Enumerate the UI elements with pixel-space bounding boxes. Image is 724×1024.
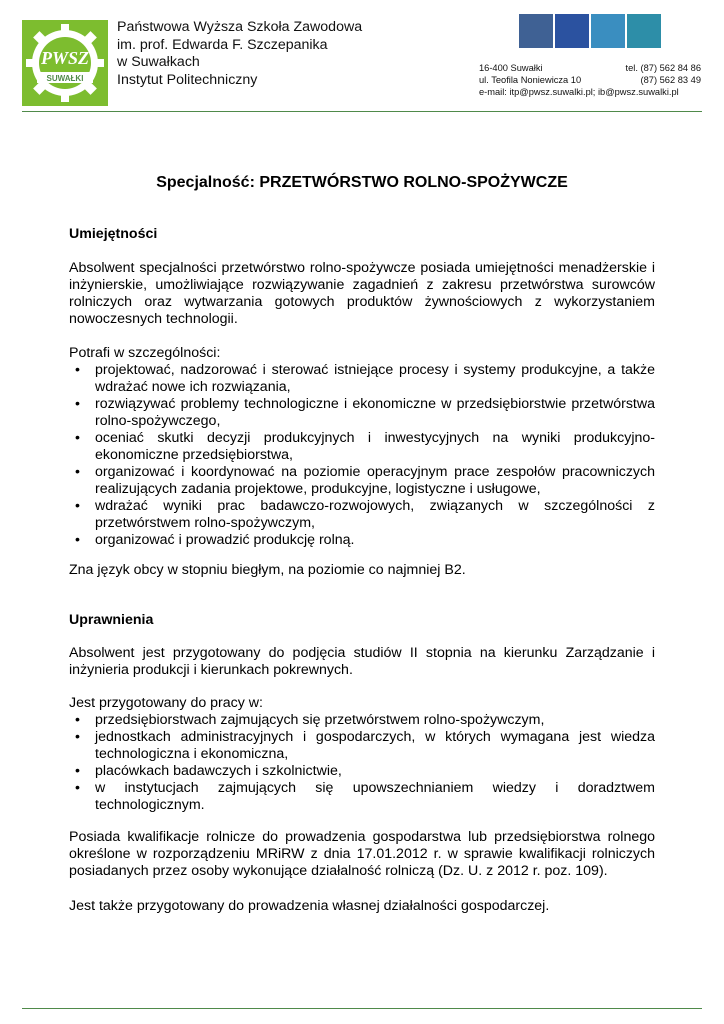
list-item: • placówkach badawczych i szkolnictwie, [69,763,655,780]
business-note: Jest także przygotowany do prowadzenia własnej działalności gospodarczej. [69,898,550,914]
color-square [519,14,553,48]
rights-heading: Uprawnienia [69,612,154,628]
color-square [627,14,661,48]
qualifications: Posiada kwalifikacje rolnicze do prowadzenia gospodarstwa lub przedsiębiorstwa rolnego określone w rozporządzeniu MRiRW z dnia 17.01.2012 r. w sprawie kwalifikacji rolniczych posiadanych przez osoby wykonujące działalność rolniczą (Dz. U. z 2012 r. poz. 109). [69,829,655,879]
institute-name: Instytut Politechniczny [117,71,258,88]
list-item: • oceniać skutki decyzji produkcyjnych i inwestycyjnych na wyniki produkcyjno-ekonomiczne przedsiębiorstwa, [69,430,655,464]
list-item: • rozwiązywać problemy technologiczne i ekonomiczne w przedsiębiorstwie przetwórstwa rolno-spożywczego, [69,396,655,430]
institution-name [117,19,362,89]
list-item: • w instytucjach zajmujących się upowszechnianiem wiedzy i doradztwem technologicznym. [69,780,655,814]
rights-intro: Absolwent jest przygotowany do podjęcia studiów II stopnia na kierunku Zarządzanie i inżynieria produkcji i kierunkach pokrewnych. [69,645,655,678]
institution-line: Państwowa Wyższa Szkoła Zawodowa [117,19,363,35]
page-title: Specjalność: PRZETWÓRSTWO ROLNO-SPOŻYWCZE [156,174,568,191]
language-skill: Zna język obcy w stopniu biegłym, na poziomie co najmniej B2. [69,562,466,578]
phone-secondary: (87) 562 83 49 [640,75,701,85]
letterhead [0,0,724,112]
skills-heading: Umiejętności [69,226,158,242]
institution-line: im. prof. Edwarda F. Szczepanika [117,36,328,53]
skills-intro: Absolwent specjalności przetwórstwo rolno-spożywcze posiada umiejętności menadżerskie i inżynierskie, umożliwiające rozwiązywanie zagadnień z zakresu przetwórstwa surowców rolniczych oraz wytwarzania gotowych produktów żywnościowych z wykorzystaniem nowoczesnych technologii. [69,260,655,327]
list-item: • organizować i koordynować na poziomie operacyjnym prace zespołów pracowniczych realizujących zadania projektowe, produkcyjne, logistyczne i usługowe, [69,464,655,498]
logo-text-top: PWSZ [40,48,90,68]
postal-address: 16-400 Suwałki [479,63,543,73]
phone-primary: tel. (87) 562 84 86 [625,63,701,73]
color-square [591,14,625,48]
decorative-squares [519,14,661,48]
footer-divider [22,1008,702,1009]
pwsz-logo [22,20,108,106]
logo-text-bottom: SUWAŁKI [46,74,84,83]
list-item: • wdrażać wyniki prac badawczo-rozwojowych, związanych w szczególności z przetwórstwem rolno-spożywczym, [69,498,655,532]
skills-list-intro: Potrafi w szczególności: [69,345,221,361]
skills-list [69,362,655,549]
street-address: ul. Teofila Noniewicza 10 [479,75,582,85]
color-square [555,14,589,48]
list-item: • przedsiębiorstwach zajmujących się przetwórstwem rolno-spożywczym, [69,712,655,729]
header-divider [22,111,702,112]
institution-line: w Suwałkach [117,54,200,70]
contact-info [479,62,701,98]
work-list [69,712,655,814]
list-item: • organizować i prowadzić produkcję rolną. [69,532,655,549]
list-item: • jednostkach administracyjnych i gospodarczych, w których wymagana jest wiedza technologiczna i ekonomiczna, [69,729,655,763]
email-addresses: e-mail: itp@pwsz.suwalki.pl; ib@pwsz.suwalki.pl [479,87,679,97]
work-intro: Jest przygotowany do pracy w: [69,695,263,711]
list-item: • projektować, nadzorować i sterować istniejące procesy i systemy produkcyjne, a także wdrażać nowe ich rozwiązania, [69,362,655,396]
